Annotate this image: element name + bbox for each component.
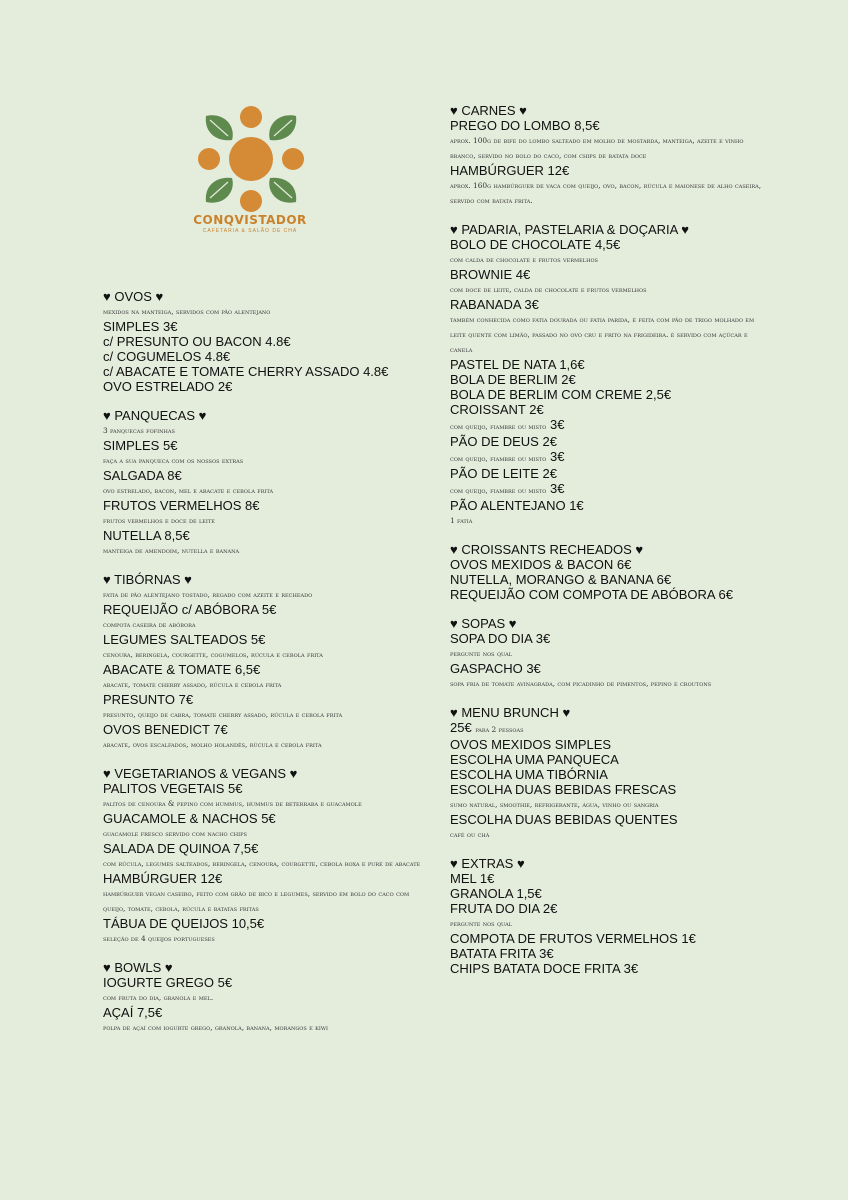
menu-item: NUTELLA 8,5€ <box>103 528 190 543</box>
section-title: ♥ VEGETARIANOS & VEGANS ♥ <box>103 766 298 781</box>
variant-price: 3€ <box>546 417 565 432</box>
menu-item: REQUEIJÃO c/ ABÓBORA 5€ <box>103 602 277 617</box>
sun-leaf-logo-icon <box>196 104 306 214</box>
menu-item: NUTELLA, MORANGO & BANANA 6€ <box>450 572 672 587</box>
item-description: ovo estrelado, bacon, mel e abacate e cebola frita <box>103 486 274 495</box>
menu-item: SALGADA 8€ <box>103 468 182 483</box>
menu-item: SOPA DO DIA 3€ <box>450 631 551 646</box>
menu-item: c/ PRESUNTO OU BACON 4.8€ <box>103 334 291 349</box>
brunch-price-note: para 2 pessoas <box>475 725 524 734</box>
item-description: 1 fatia <box>450 516 473 525</box>
brand-tagline: CAFETARIA & SALÃO DE CHÁ <box>202 228 298 234</box>
menu-item: OVOS BENEDICT 7€ <box>103 722 228 737</box>
brunch-price <box>450 720 770 737</box>
menu-item: AÇAÍ 7,5€ <box>103 1005 163 1020</box>
menu-item: PASTEL DE NATA 1,6€ <box>450 357 585 372</box>
menu-item: GRANOLA 1,5€ <box>450 886 542 901</box>
section-title: ♥ OVOS ♥ <box>103 289 164 304</box>
item-description: com rúcula, legumes salteados, beringela, cenoura, courgette, cebola roxa e puré de abacate <box>103 859 421 868</box>
menu-section-panquecas <box>103 408 423 558</box>
item-description: guacamole fresco servido com nacho chips <box>103 829 247 838</box>
menu-item: PRESUNTO 7€ <box>103 692 194 707</box>
menu-item: BOLO DE CHOCOLATE 4,5€ <box>450 237 621 252</box>
item-variant <box>450 481 770 498</box>
menu-item: BOLA DE BERLIM COM CREME 2,5€ <box>450 387 672 402</box>
item-variant <box>450 449 770 466</box>
menu-item: BROWNIE 4€ <box>450 267 531 282</box>
menu-item: ESCOLHA UMA PANQUECA <box>450 752 619 767</box>
item-description: aprox. 100g de bife do lombo salteado em molho de mostarda, manteiga, azeite e vinho branco, servido no bolo do caco, com chips de batata doce <box>450 136 744 160</box>
menu-item: PÃO ALENTEJANO 1€ <box>450 498 584 513</box>
menu-item: c/ ABACATE E TOMATE CHERRY ASSADO 4.8€ <box>103 364 389 379</box>
item-description: cenoura, beringela, courgette, cogumelos, rúcula e cebola frita <box>103 650 323 659</box>
variant-price: 3€ <box>546 481 565 496</box>
menu-item: REQUEIJÃO COM COMPOTA DE ABÓBORA 6€ <box>450 587 733 602</box>
menu-item: PREGO DO LOMBO 8,5€ <box>450 118 600 133</box>
menu-section-padaria-pastelaria-docaria <box>450 222 770 528</box>
variant-note: com queijo, fiambre ou misto <box>450 486 547 495</box>
brand-block <box>186 213 314 234</box>
menu-item: ABACATE & TOMATE 6,5€ <box>103 662 261 677</box>
item-description: com doce de leite, calda de chocolate e frutos vermelhos <box>450 285 647 294</box>
menu-item: FRUTOS VERMELHOS 8€ <box>103 498 260 513</box>
menu-item: ESCOLHA UMA TIBÓRNIA <box>450 767 608 782</box>
menu-item: OVOS MEXIDOS & BACON 6€ <box>450 557 632 572</box>
item-description: hambúrguer vegan caseiro, feito com grão de bico e legumes, servido em bolo do caco com queijo, tomate, cebola, rúcula e batatas fritas <box>103 889 410 913</box>
section-title: ♥ SOPAS ♥ <box>450 616 517 631</box>
variant-note: com queijo, fiambre ou misto <box>450 422 547 431</box>
item-description: 3 panquecas fofinhas <box>103 426 175 435</box>
menu-section-menu-brunch <box>450 705 770 842</box>
item-variant <box>450 417 770 434</box>
item-description: fatia de pão alentejano tostado, regado com azeite e recheado <box>103 590 313 599</box>
menu-item: c/ COGUMELOS 4.8€ <box>103 349 231 364</box>
menu-item: CROISSANT 2€ <box>450 402 544 417</box>
section-title: ♥ CROISSANTS RECHEADOS ♥ <box>450 542 644 557</box>
menu-item: LEGUMES SALTEADOS 5€ <box>103 632 266 647</box>
item-description: abacate, tomate cherry assado, rúcula e cebola frita <box>103 680 282 689</box>
menu-item: BOLA DE BERLIM 2€ <box>450 372 576 387</box>
menu-item: HAMBÚRGUER 12€ <box>450 163 570 178</box>
menu-section-extras <box>450 856 770 976</box>
section-title: ♥ MENU BRUNCH ♥ <box>450 705 571 720</box>
item-description: aprox. 160g hambúrguer de vaca com queijo, ovo, bacon, rúcula e maionese de alho caseira, servido com batata frita. <box>450 181 762 205</box>
item-description: frutos vermelhos e doce de leite <box>103 516 215 525</box>
item-description: mexidos na manteiga, servidos com pão alentejano <box>103 307 271 316</box>
menu-column-right <box>450 103 770 990</box>
item-description: compota caseira de abóbora <box>103 620 196 629</box>
item-description: presunto, queijo de cabra, tomate cherry assado, rúcula e cebola frita <box>103 710 343 719</box>
variant-note: com queijo, fiambre ou misto <box>450 454 547 463</box>
section-title: ♥ EXTRAS ♥ <box>450 856 525 871</box>
brunch-price-value: 25€ <box>450 720 476 735</box>
item-description: polpa de açaí com iogurte grego, granola, banana, morangos e kiwi <box>103 1023 329 1032</box>
menu-item: TÁBUA DE QUEIJOS 10,5€ <box>103 916 265 931</box>
section-title: ♥ PANQUECAS ♥ <box>103 408 207 423</box>
item-description: manteiga de amendoim, nutella e banana <box>103 546 240 555</box>
menu-item: PALITOS VEGETAIS 5€ <box>103 781 243 796</box>
menu-item: COMPOTA DE FRUTOS VERMELHOS 1€ <box>450 931 696 946</box>
menu-item: SIMPLES 5€ <box>103 438 178 453</box>
menu-section-vegetarianos-vegans <box>103 766 423 946</box>
menu-item: OVO ESTRELADO 2€ <box>103 379 233 394</box>
menu-item: PÃO DE LEITE 2€ <box>450 466 557 481</box>
item-description: café ou chá <box>450 830 490 839</box>
item-description: palitos de cenoura & pepino com hummus, hummus de beterraba e guacamole <box>103 799 362 808</box>
section-title: ♥ PADARIA, PASTELARIA & DOÇARIA ♥ <box>450 222 689 237</box>
item-description: também conhecida como fatia dourada ou fatia parida, é feita com pão de trigo molhado em leite quente com limão, passado no ovo cru e frito na frigideira. é servido com açúcar e canela <box>450 315 755 354</box>
section-title: ♥ BOWLS ♥ <box>103 960 173 975</box>
menu-item: MEL 1€ <box>450 871 495 886</box>
menu-item: RABANADA 3€ <box>450 297 539 312</box>
section-title: ♥ TIBÓRNAS ♥ <box>103 572 192 587</box>
menu-item: CHIPS BATATA DOCE FRITA 3€ <box>450 961 639 976</box>
menu-column-left <box>103 289 423 1049</box>
menu-item: OVOS MEXIDOS SIMPLES <box>450 737 612 752</box>
menu-section-croissants-recheados <box>450 542 770 602</box>
brand-name: CONQVISTADOR <box>193 213 307 227</box>
item-description: pergunte nos qual <box>450 649 513 658</box>
item-description: sumo natural, smoothie, refrigerante, água, vinho ou sangria <box>450 800 659 809</box>
variant-price: 3€ <box>546 449 565 464</box>
item-description: com calda de chocolate e frutos vermelhos <box>450 255 598 264</box>
menu-item: FRUTA DO DIA 2€ <box>450 901 558 916</box>
menu-item: ESCOLHA DUAS BEBIDAS QUENTES <box>450 812 678 827</box>
item-description: seleção de 4 queijos portugueses <box>103 934 215 943</box>
item-description: faça a sua panqueca com os nossos extras <box>103 456 244 465</box>
menu-item: SALADA DE QUINOA 7,5€ <box>103 841 259 856</box>
menu-section-ovos <box>103 289 423 394</box>
section-title: ♥ CARNES ♥ <box>450 103 527 118</box>
menu-item: IOGURTE GREGO 5€ <box>103 975 233 990</box>
menu-section-tibornas <box>103 572 423 752</box>
menu-item: GUACAMOLE & NACHOS 5€ <box>103 811 276 826</box>
menu-item: BATATA FRITA 3€ <box>450 946 554 961</box>
item-description: pergunte nos qual <box>450 919 513 928</box>
menu-item: HAMBÚRGUER 12€ <box>103 871 223 886</box>
menu-item: GASPACHO 3€ <box>450 661 541 676</box>
menu-item: PÃO DE DEUS 2€ <box>450 434 557 449</box>
item-description: com fruta do dia, granola e mel. <box>103 993 214 1002</box>
menu-item: SIMPLES 3€ <box>103 319 178 334</box>
menu-section-sopas <box>450 616 770 691</box>
item-description: abacate, ovos escalfados, molho holandês, rúcula e cebola frita <box>103 740 322 749</box>
menu-section-carnes <box>450 103 770 208</box>
menu-item: ESCOLHA DUAS BEBIDAS FRESCAS <box>450 782 677 797</box>
menu-section-bowls <box>103 960 423 1035</box>
item-description: sopa fria de tomate avinagrada, com picadinho de pimentos, pepino e croutons <box>450 679 712 688</box>
